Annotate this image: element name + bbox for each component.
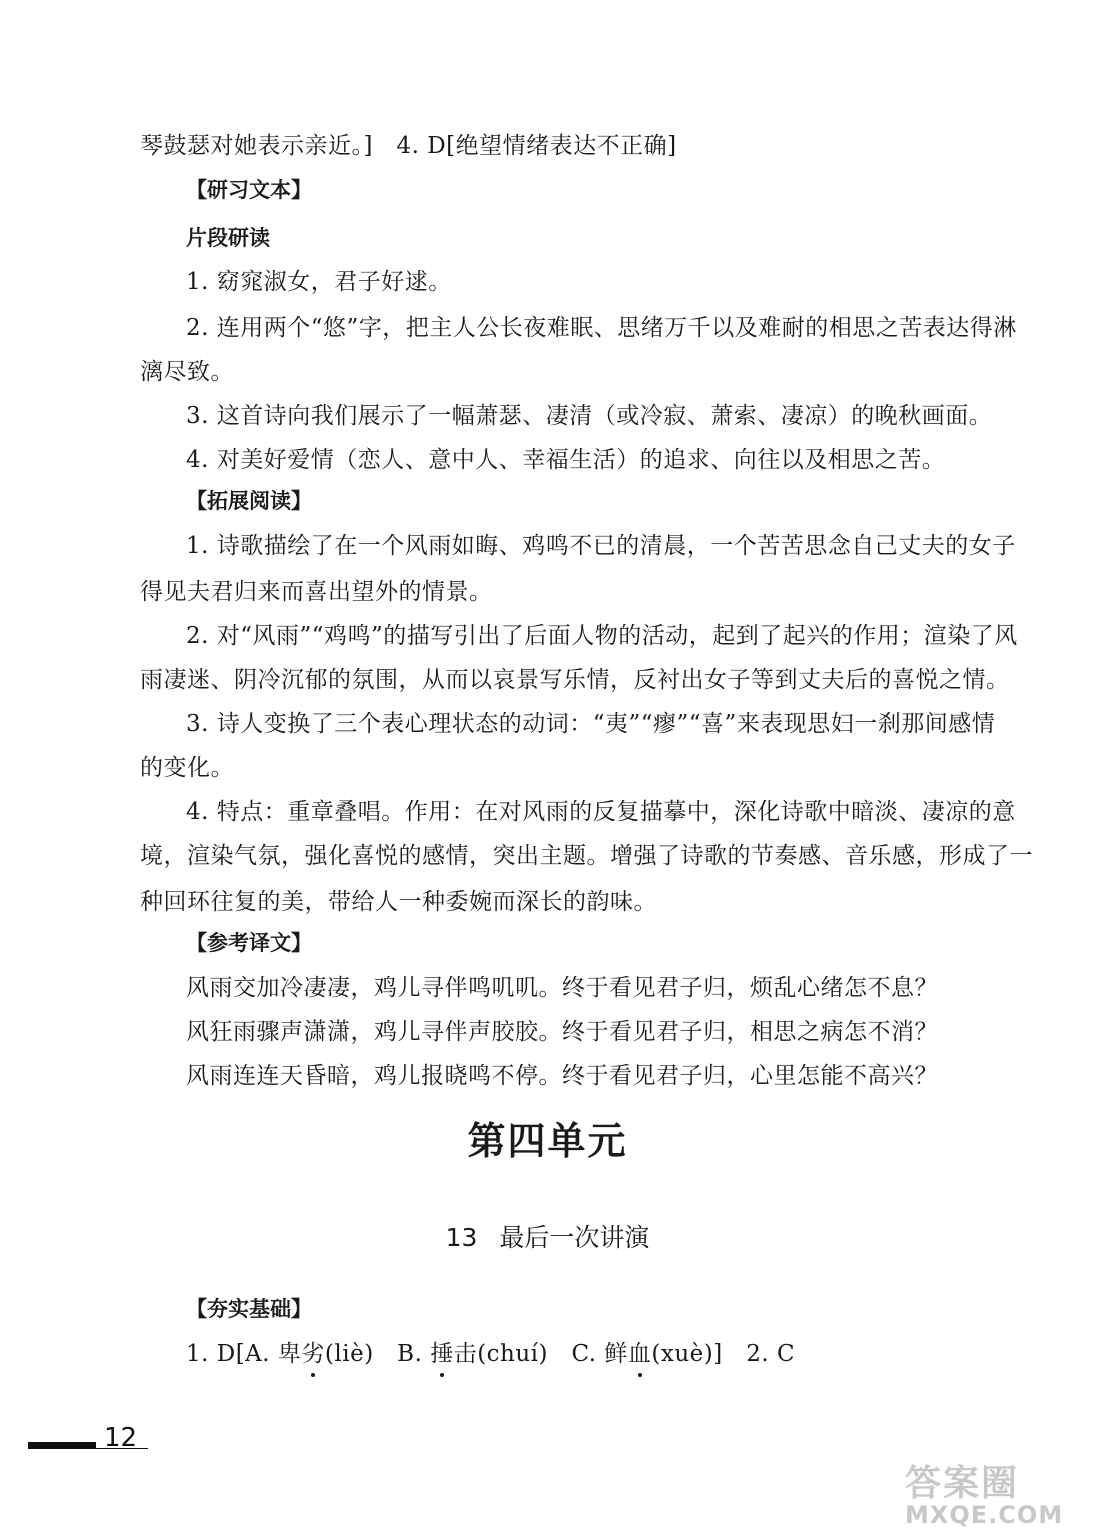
- answer-4: 4. 对美好爱情（恋人、意中人、幸福生活）的追求、向往以及相思之苦。: [186, 447, 946, 473]
- page-number: 12: [104, 1423, 138, 1453]
- section-heading-study-text: 【研习文本】: [186, 178, 312, 202]
- foundation-answer-1: [186, 1339, 1006, 1369]
- q1-a-char: 卑: [277, 1341, 302, 1367]
- section-heading-extended-reading: 【拓展阅读】: [186, 489, 312, 513]
- footer-bar: [28, 1442, 96, 1449]
- q1-start: 1. D[A.: [186, 1341, 278, 1367]
- translation-line-1: 风雨交加冷凄凄，鸡儿寻伴鸣叽叽。终于看见君子归，烦乱心绪怎不息？: [186, 975, 938, 1001]
- q1-a-dotted-char: 劣: [301, 1341, 325, 1367]
- ext-answer-4-cont2: 种回环往复的美，带给人一种委婉而深长的韵味。: [140, 889, 657, 915]
- answer-1: 1. 窈窕淑女，君子好逑。: [186, 269, 452, 295]
- watermark-logo: [895, 1455, 1085, 1530]
- section-heading-reference-translation: 【参考译文】: [186, 931, 312, 955]
- ext-answer-4: 4. 特点：重章叠唱。作用：在对风雨的反复描摹中，深化诗歌中暗淡、凄凉的意: [186, 799, 1016, 825]
- ext-answer-3: 3. 诗人变换了三个表心理状态的动词：“夷”“瘳”“喜”来表现思妇一刹那间感情: [186, 711, 996, 737]
- ext-answer-1: 1. 诗歌描绘了在一个风雨如晦、鸡鸣不已的清晨，一个苦苦思念自己丈夫的女子: [186, 533, 1016, 559]
- section-heading-foundation: 【夯实基础】: [186, 1297, 312, 1321]
- q1-c-dotted-char: 血: [627, 1341, 652, 1367]
- q1-b-dotted-char: 捶: [430, 1341, 454, 1367]
- ext-answer-1-cont: 得见夫君归来而喜出望外的情景。: [140, 579, 493, 605]
- answer-2-cont: 漓尽致。: [140, 359, 234, 385]
- text-line: 琴鼓瑟对她表示亲近。] 4. D[绝望情绪表达不正确]: [140, 133, 677, 159]
- q1-a-pinyin: (liè) B.: [324, 1341, 431, 1367]
- ext-answer-2: 2. 对“风雨”“鸡鸣”的描写引出了后面人物的活动，起到了起兴的作用；渲染了风: [186, 623, 1018, 649]
- lesson-name: 最后一次讲演: [499, 1223, 650, 1252]
- q1-b-pinyin: 击(chuí) C. 鲜: [453, 1341, 628, 1367]
- lesson-number: 13: [445, 1223, 478, 1252]
- answer-2: 2. 连用两个“悠”字，把主人公长夜难眠、思绪万千以及难耐的相思之苦表达得淋: [186, 315, 1017, 341]
- ext-answer-2-cont: 雨凄迷、阴冷沉郁的氛围，从而以哀景写乐情，反衬出女子等到丈夫后的喜悦之情。: [140, 667, 1010, 693]
- ext-answer-4-cont1: 境，渲染气氛，强化喜悦的感情，突出主题。增强了诗歌的节奏感、音乐感，形成了一: [140, 843, 1033, 869]
- unit-title: 第四单元: [467, 1119, 628, 1163]
- translation-line-3: 风雨连连天昏暗，鸡儿报晓鸣不停。终于看见君子归，心里怎能不高兴？: [186, 1063, 938, 1089]
- translation-line-2: 风狂雨骤声潇潇，鸡儿寻伴声胶胶。终于看见君子归，相思之病怎不消？: [186, 1019, 938, 1045]
- watermark-text-en: MXQE.COM: [905, 1501, 1064, 1529]
- subheading-excerpt-reading: 片段研读: [186, 226, 270, 250]
- answer-3: 3. 这首诗向我们展示了一幅萧瑟、凄清（或冷寂、萧索、凄凉）的晚秋画面。: [186, 403, 993, 429]
- ext-answer-3-cont: 的变化。: [140, 755, 234, 781]
- watermark-text-cn: 答案圈: [905, 1463, 1020, 1504]
- lesson-title: [0, 1222, 1095, 1254]
- q1-c-pinyin: (xuè)] 2. C: [651, 1341, 796, 1367]
